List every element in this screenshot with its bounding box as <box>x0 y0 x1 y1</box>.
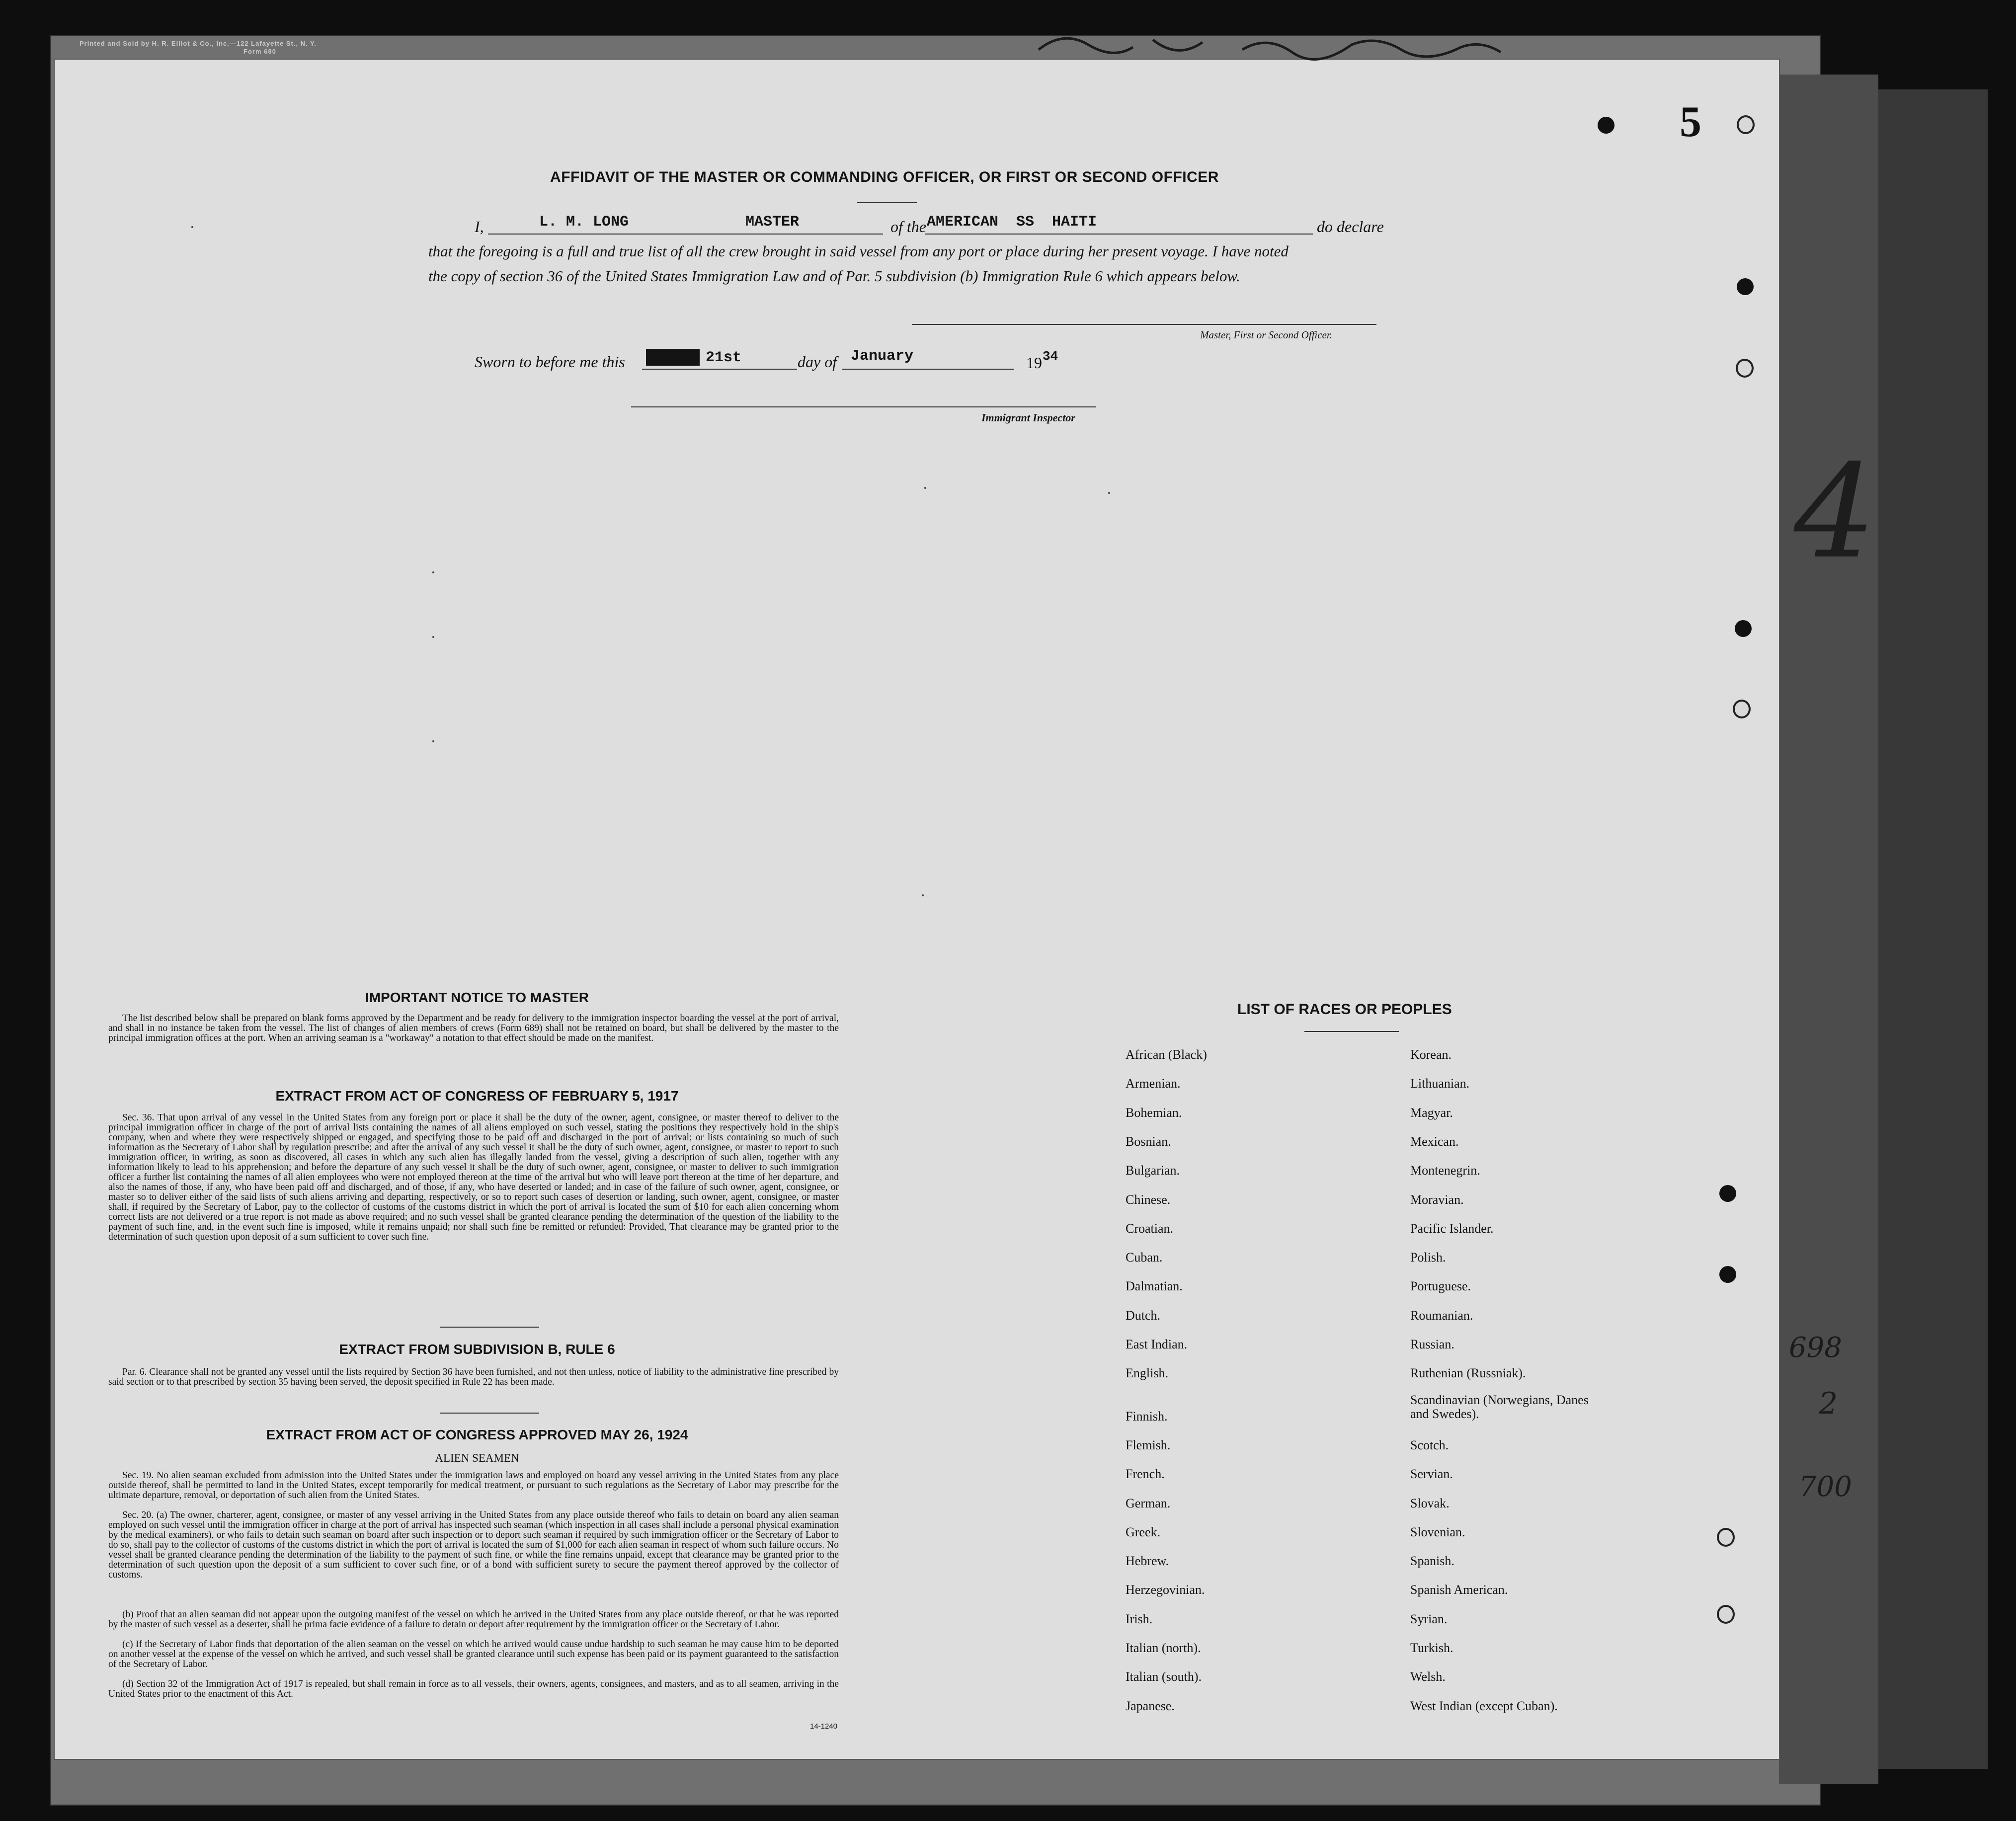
race-item: Lithuanian. <box>1410 1076 1470 1091</box>
race-item: Scandinavian (Norwegians, Danes and Swedes). <box>1410 1392 1589 1421</box>
sworn-day-underline <box>642 369 797 370</box>
ink-speck <box>922 894 924 896</box>
race-item: Ruthenian (Russniak). <box>1410 1366 1526 1381</box>
binder-hole <box>1598 117 1614 134</box>
month-underline <box>842 369 1014 370</box>
affidavit-i-label: I, <box>475 218 484 236</box>
races-title-rule <box>1304 1031 1399 1032</box>
race-item: Japanese. <box>1126 1698 1175 1713</box>
sec20c-text: (c) If the Secretary of Labor finds that deportation of the alien seaman on the vessel on which he arrived would cause undue hardship to such seaman he may cause him to be deported on another vessel at the expense of the vessel on which he arrived, and such vessel shall be granted clearance until such expense has been paid or its payment guaranteed to the satisfaction of the Secretary of Labor. <box>108 1639 839 1669</box>
race-item: East Indian. <box>1126 1337 1188 1351</box>
ink-speck <box>432 571 434 573</box>
margin-note-2: 2 <box>1819 1386 1838 1421</box>
affidavit-of-the: of the <box>890 218 926 236</box>
race-item: Montenegrin. <box>1410 1163 1480 1178</box>
race-item: Irish. <box>1126 1611 1153 1626</box>
race-item: Chinese. <box>1126 1192 1171 1207</box>
page-number: 5 <box>1680 98 1701 146</box>
extract-rule6-title: EXTRACT FROM SUBDIVISION B, RULE 6 <box>339 1342 615 1357</box>
affidavit-title: AFFIDAVIT OF THE MASTER OR COMMANDING OFFICER, OR FIRST OR SECOND OFFICER <box>550 169 1219 185</box>
binder-hole <box>1717 1528 1735 1547</box>
affidavit-line-2: that the foregoing is a full and true list of all the crew brought in said vessel from any port or place during her present voyage. I have noted <box>428 242 1289 260</box>
adjacent-sheet-shadow <box>1878 89 1988 1769</box>
affidavit-line-3: the copy of section 36 of the United States Immigration Law and of Par. 5 subdivision (b) Immigration Rule 6 which appears below. <box>428 267 1240 285</box>
extract-1917-title: EXTRACT FROM ACT OF CONGRESS OF FEBRUARY 5, 1917 <box>275 1088 679 1104</box>
day-of-label: day of <box>798 353 837 371</box>
manifest-page <box>55 60 1779 1759</box>
binder-hole <box>1733 700 1751 718</box>
struck-over-text: ██████ <box>646 349 700 366</box>
race-item: Italian (north). <box>1126 1641 1201 1655</box>
binder-hole <box>1717 1605 1735 1624</box>
race-item: Welsh. <box>1410 1669 1446 1684</box>
race-item: Hebrew. <box>1126 1554 1169 1569</box>
form-number: Form 680 <box>243 48 276 55</box>
ink-speck <box>1108 492 1110 494</box>
form-code: 14-1240 <box>810 1722 838 1731</box>
adjacent-sheet-edge <box>1779 75 1878 1784</box>
race-item: Polish. <box>1410 1250 1446 1265</box>
vessel-underline <box>925 234 1313 235</box>
race-item: Servian. <box>1410 1467 1453 1482</box>
year-prefix: 19 <box>1026 354 1042 372</box>
sworn-label: Sworn to before me this <box>475 353 625 371</box>
race-item: Cuban. <box>1126 1250 1163 1265</box>
sec19-text: Sec. 19. No alien seaman excluded from admission into the United States under the immigration laws and employed on board any vessel arriving in the United States from any place outside thereof, shall be permitted to land in the United States, except temporarily for medical treatment, or pursuant to such regulations as the Secretary of Labor may prescribe for the ultimate departure, removal, or deportation of such alien from the United States. <box>108 1470 839 1501</box>
race-item: Pacific Islander. <box>1410 1221 1494 1236</box>
race-item: Dutch. <box>1126 1308 1161 1323</box>
race-item: German. <box>1126 1496 1171 1510</box>
sworn-month: January <box>851 348 914 365</box>
alien-seamen-subtitle: ALIEN SEAMEN <box>435 1452 519 1464</box>
extract-1924-title: EXTRACT FROM ACT OF CONGRESS APPROVED MAY 26, 1924 <box>266 1427 688 1442</box>
ink-speck <box>924 487 926 489</box>
ink-speck <box>432 740 434 742</box>
race-item: Greek. <box>1126 1524 1161 1539</box>
ink-speck <box>191 226 193 228</box>
master-name: L. M. LONG <box>539 214 629 231</box>
race-item: Dalmatian. <box>1126 1279 1183 1294</box>
race-item: Finnish. <box>1126 1409 1168 1424</box>
race-item: Moravian. <box>1410 1192 1464 1207</box>
signature-caption: Master, First or Second Officer. <box>1200 329 1332 341</box>
races-title: LIST OF RACES OR PEOPLES <box>1237 1001 1452 1018</box>
race-item: Slovak. <box>1410 1496 1450 1510</box>
race-item: Croatian. <box>1126 1221 1174 1236</box>
inspector-caption: Immigrant Inspector <box>981 411 1075 424</box>
race-item: Bulgarian. <box>1126 1163 1180 1178</box>
notice-title: IMPORTANT NOTICE TO MASTER <box>365 990 589 1005</box>
race-item: English. <box>1126 1366 1168 1381</box>
race-item: Syrian. <box>1410 1611 1448 1626</box>
sec20d-text: (d) Section 32 of the Immigration Act of 1917 is repealed, but shall remain in force as to all vessels, their owners, agents, consignees, and masters, and as to all seamen, arriving in the United States prior to the enactment of this Act. <box>108 1679 839 1699</box>
race-item: Spanish. <box>1410 1554 1454 1569</box>
extract-1917-text: Sec. 36. That upon arrival of any vessel in the United States from any foreign port or place it shall be the duty of the owner, agent, consignee, or master thereof to deliver to the principal immigration officer in charge of the port of arrival lists containing the names of all aliens employed on such vessel, stating the positions they respectively hold in the ship's company, when and where they were respectively shipped or engaged, and specifying those to be paid off and discharged in the port of arrival; or lists containing so much of such information as the Secretary of Labor shall by regulation prescribe; and after the arrival of any such vessel it shall be the duty of such owner, agent, consignee, or master to report to such immigration officer, in writing, as soon as discovered, all cases in which any such alien has illegally landed from the vessel, giving a description of such alien, together with any information likely to lead to his apprehension; and before the departure of any such vessel it shall be the duty of such owner, agent, consignee, or master to deliver to such immigration officer a further list containing the names of all alien employees who were not employed thereon at the time of the arrival but who will leave port thereon at the time of her departure, and also the names of those, if any, who have been paid off and discharged, and of those, if any, who have deserted or landed; and in case of the failure of such owner, agent, consignee, or master so to deliver either of the said lists of such aliens arriving and departing, respectively, or so to report such cases of desertion or landing, such owner, agent, consignee, or master shall, if required by the Secretary of Labor, pay to the collector of customs of the customs district in which the port of arrival is located the sum of $10 for each alien concerning whom correct lists are not delivered or a true report is not made as above required; and no such vessel shall be granted clearance pending the determination of the question of the liability to the payment of such fine, and, in the event such fine is imposed, while it remains unpaid; nor shall such fine be remitted or refunded: Provided, That clearance may be granted prior to the determination of such question upon deposit of a sum sufficient to cover such fine. <box>108 1112 839 1242</box>
sec20b-text: (b) Proof that an alien seaman did not appear upon the outgoing manifest of the vessel on which he arrived in the United States from any place outside thereof, or that he was reported by the master of such vessel as a deserter, shall be prima facie evidence of a failure to detain or deport after requirement by the immigration officer or the Secretary of Labor. <box>108 1609 839 1630</box>
binder-hole <box>1719 1185 1736 1202</box>
race-item: Armenian. <box>1126 1076 1181 1091</box>
inspector-line <box>631 406 1096 407</box>
binder-hole <box>1736 359 1754 378</box>
printer-line: Printed and Sold by H. R. Elliot & Co., Inc.—122 Lafayette St., N. Y. <box>80 40 317 47</box>
binder-hole <box>1719 1266 1736 1283</box>
race-item: Slovenian. <box>1410 1524 1465 1539</box>
binder-hole <box>1737 278 1754 295</box>
race-item: French. <box>1126 1467 1165 1482</box>
race-item: Flemish. <box>1126 1437 1171 1452</box>
binder-hole <box>1737 115 1755 134</box>
race-item: Magyar. <box>1410 1105 1453 1120</box>
race-item: Russian. <box>1410 1337 1454 1351</box>
extract-rule6-text: Par. 6. Clearance shall not be granted any vessel until the lists required by Section 36 have been furnished, and not then unless, notice of liability to the administrative fine prescribed by said section or to that prescribed by section 35 having been served, the deposit specified in Rule 22 has been made. <box>108 1367 839 1387</box>
title-rule <box>857 202 917 203</box>
race-item: Bosnian. <box>1126 1134 1171 1149</box>
race-item: Italian (south). <box>1126 1669 1202 1684</box>
race-item: Portuguese. <box>1410 1279 1471 1294</box>
year-suffix: 34 <box>1043 349 1058 364</box>
section-rule <box>440 1327 539 1328</box>
sworn-day: 21st <box>706 349 742 366</box>
race-item: West Indian (except Cuban). <box>1410 1698 1558 1713</box>
vessel-name: AMERICAN SS HAITI <box>927 214 1097 231</box>
race-item: Mexican. <box>1410 1134 1459 1149</box>
master-rank: MASTER <box>745 214 800 231</box>
race-item: Korean. <box>1410 1047 1452 1062</box>
margin-note-700: 700 <box>1799 1471 1852 1503</box>
race-item: African (Black) <box>1126 1047 1207 1062</box>
notice-text: The list described below shall be prepared on blank forms approved by the Department and be ready for delivery to the immigration inspector boarding the vessel at the port of arrival, and shall in no instance be taken from the vessel. The list of changes of alien members of crews (Form 689) shall not be retained on board, but shall be delivered by the master to the principal immigration offices at the port. When an arriving seaman is a "workaway" a notation to that effect should be made on the manifest. <box>108 1013 839 1043</box>
name-underline <box>488 234 883 235</box>
affidavit-do-declare: do declare <box>1317 218 1384 236</box>
signature-line <box>912 324 1376 325</box>
binder-hole <box>1735 620 1752 637</box>
section-rule <box>440 1413 539 1414</box>
printer-imprint <box>80 40 317 56</box>
sec20a-text: Sec. 20. (a) The owner, charterer, agent, consignee, or master of any vessel arriving in the United States from any place outside thereof who fails to detain on board any alien seaman employed on such vessel until the immigration officer in charge at the port of arrival has inspected such seaman (which inspection in all cases shall include a personal physical examination by the medical examiners), or who fails to detain such seaman on board after such inspection or to deport such seaman if required by such immigration officer or the Secretary of Labor to do so, shall pay to the collector of customs of the customs district in which the port of arrival is located the sum of $1,000 for each alien seaman in respect of whom such failure occurs. No vessel shall be granted clearance pending the determination of the liability to the payment of such fine, or while the fine remains unpaid, except that clearance may be granted prior to the determination of such question upon the deposit of a sum sufficient to cover such fine, or of a bond with sufficient surety to secure the payment thereof approved by the collector of customs. <box>108 1510 839 1580</box>
race-item: Herzegovinian. <box>1126 1583 1205 1597</box>
margin-digit-four: 4 <box>1794 437 1876 587</box>
top-handwriting <box>1034 25 1531 65</box>
race-item: Scotch. <box>1410 1437 1449 1452</box>
race-item: Roumanian. <box>1410 1308 1473 1323</box>
race-item: Turkish. <box>1410 1641 1453 1655</box>
margin-note-698: 698 <box>1789 1332 1842 1364</box>
ink-speck <box>432 636 434 638</box>
race-item: Spanish American. <box>1410 1583 1508 1597</box>
race-item: Bohemian. <box>1126 1105 1182 1120</box>
